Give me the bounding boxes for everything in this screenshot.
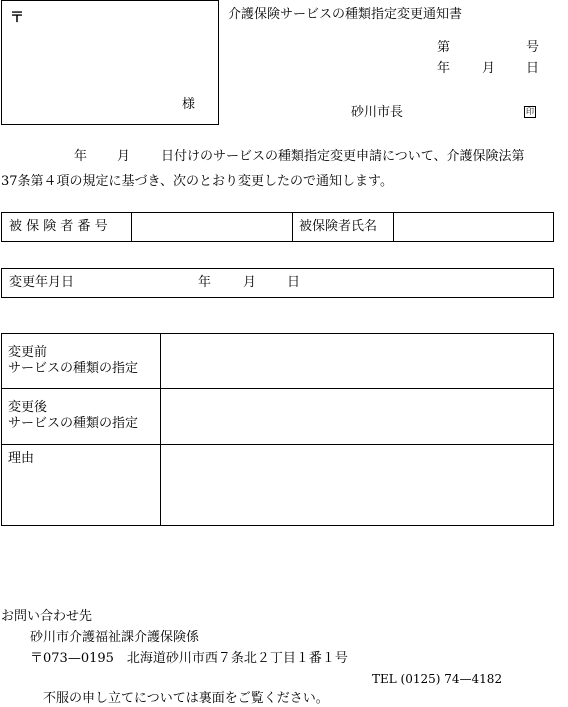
document-title: 介護保険サービスの種類指定変更通知書 [228,7,463,22]
seal-mark: 印 [526,107,534,116]
insured-divider-2 [292,212,293,242]
before-field[interactable] [161,334,553,387]
change-date-row [1,268,554,298]
body-month: 月 [117,149,131,164]
after-label-line1: 変更後 [8,400,48,415]
contact-heading: お問い合わせ先 [1,609,93,624]
insured-number-label: 被 保 険 者 番 号 [9,219,108,234]
after-field[interactable] [161,389,553,443]
reason-field[interactable] [161,445,553,525]
insured-number-field[interactable] [132,213,291,241]
after-label-line2: サービスの種類の指定 [8,416,139,431]
address: 〒073—0195 北海道砂川市西７条北２丁目１番１号 [30,651,348,666]
appeal-note: 不服の申し立てについては裏面をご覧ください。 [43,691,329,706]
body-year: 年 [74,149,88,164]
date-day: 日 [526,61,540,76]
change-date-day: 日 [287,275,301,290]
body-line2: 37条第４項の規定に基づき、次のとおり変更したので通知します。 [1,174,393,189]
change-date-year: 年 [198,275,212,290]
insured-name-label: 被保険者氏名 [299,219,378,234]
tel: TEL (0125) 74—4182 [372,672,503,686]
before-label-line2: サービスの種類の指定 [8,361,139,376]
number-prefix: 第 [437,40,451,55]
insured-name-field[interactable] [394,213,553,241]
postal-mark: 〒 [10,10,24,26]
change-date-label: 変更年月日 [9,275,75,290]
number-suffix: 号 [526,40,540,55]
reason-label: 理由 [8,451,35,466]
issuer: 砂川市長 [351,105,404,120]
honorific: 様 [182,97,196,112]
date-year: 年 [437,61,451,76]
before-label-line1: 変更前 [8,345,48,360]
body-line1: 日付けのサービスの種類指定変更申請について、介護保険法第 [161,149,525,164]
department: 砂川市介護福祉課介護保険係 [30,630,200,645]
date-month: 月 [482,61,496,76]
change-date-month: 月 [243,275,257,290]
